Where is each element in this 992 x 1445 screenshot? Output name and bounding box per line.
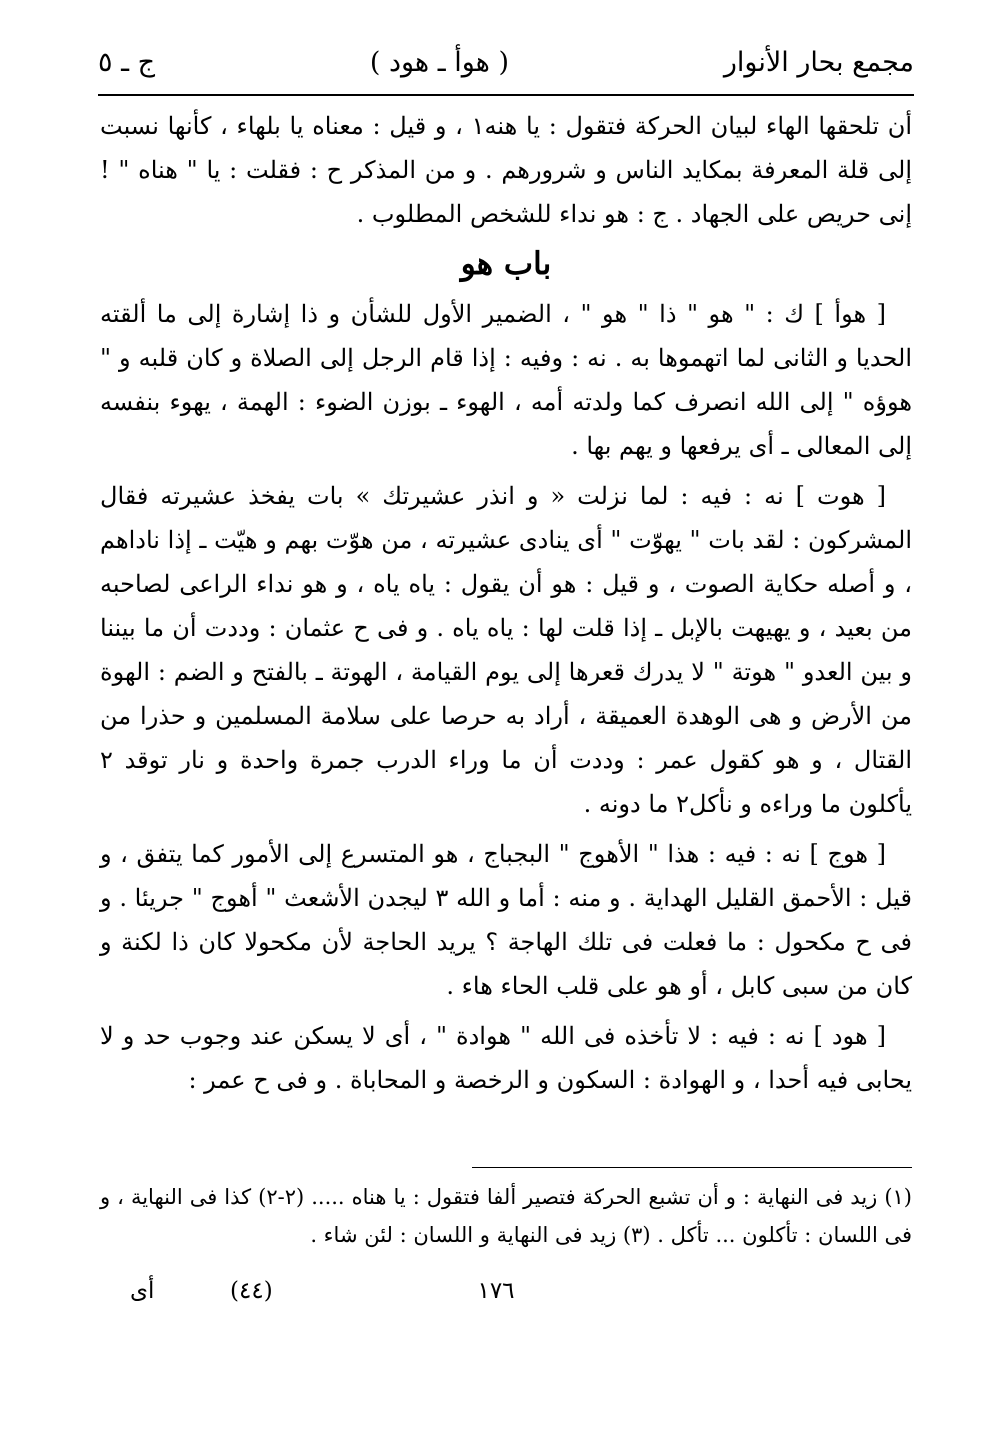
header-rule xyxy=(98,94,914,96)
catchword: أى xyxy=(130,1278,155,1304)
signature-mark: (٤٤) xyxy=(230,1278,273,1304)
section-title: باب هو xyxy=(460,246,552,282)
entry-hawd: [ هود ] نه : فيه : لا تأخذه فى الله " هوادة " ، أى لا يسكن عند وجوب حد و لا يحابى فيه أحدا ، و الهوادة : السكون و الرخصة و المحاباة . و فى ح عمر : xyxy=(100,1022,912,1094)
volume-label: ج ـ ٥ xyxy=(98,46,156,78)
entry-hawj: [ هوج ] نه : فيه : هذا " الأهوج " البجباج ، هو المتسرع إلى الأمور كما يتفق ، و قيل : الأحمق القليل الهداية . و منه : أما و الله ٣ ليجدن الأشعث " أهوج " جريئا . و فى ح مكحول : ما فعلت فى تلك الهاجة ؟ يريد الحاجة لأن مكحولا كان ذا لكنة و كان من سبى كابل ، أو هو على قلب الحاء هاء . xyxy=(100,840,913,1000)
running-header xyxy=(98,40,914,84)
page-number: ١٧٦ xyxy=(477,1278,515,1304)
page-footer xyxy=(120,1278,872,1318)
paragraph: أن تلحقها الهاء لبيان الحركة فتقول : يا هنه١ ، و قيل : معناه يا بلهاء ، كأنها نسبت إلى قلة المعرفة بمكايد الناس و شرورهم . و من المذكر ح : فقلت : يا " هناه " ! إنى حريص على الجهاد . ج : هو نداء للشخص المطلوب . xyxy=(100,112,913,228)
footnote-rule xyxy=(472,1167,912,1168)
entry-hawt: [ هوت ] نه : فيه : لما نزلت « و انذر عشيرتك » بات يفخذ عشيرته فقال المشركون : لقد بات " يهوّت " أى ينادى عشيرته ، من هوّت بهم و هيّت ـ إذا ناداهم ، و أصله حكاية الصوت ، و قيل : هو أن يقول : ياه ياه ، و هو نداء الراعى لصاحبه من بعيد ، و يهيهت بالإبل ـ إذا قلت لها : ياه ياه . و فى ح عثمان : وددت أن ما بيننا و بين العدو " هوتة " لا يدرك قعرها إلى يوم القيامة ، الهوتة ـ بالفتح و الضم : الهوة من الأرض و هى الوهدة العميقة ، أراد به حرصا على سلامة المسلمين و حذرا من القتال ، و هو كقول عمر : وددت أن ما وراء الدرب جمرة واحدة و نار توقد ٢ يأكلون ما وراءه و نأكل٢ ما دونه . xyxy=(100,482,913,818)
entry-range: ( هوأ ـ هود ) xyxy=(369,46,510,78)
footnotes xyxy=(100,1178,912,1254)
entry-hawa: [ هوأ ] ك : " هو " ذا " هو " ، الضمير الأول للشأن و ذا إشارة إلى ما ألقته الحديا و الثانى لما اتهموها به . نه : وفيه : إذا قام الرجل إلى الصلاة و كان قلبه و " هوؤه " إلى الله انصرف كما ولدته أمه ، الهوء ـ بوزن الضوء : الهمة ، يهوء بنفسه إلى المعالى ـ أى يرفعها و يهم بها . xyxy=(100,300,912,460)
main-text xyxy=(100,104,912,1108)
footnote: (١) زيد فى النهاية : و أن تشبع الحركة فتصير ألفا فتقول : يا هناه ..... (٢-٢) كذا فى النهاية ، و فى اللسان : تأكلون ... تأكل . (٣) زيد فى النهاية و اللسان : لئن شاء . xyxy=(100,1185,912,1247)
book-title: مجمع بحار الأنوار xyxy=(723,46,914,78)
